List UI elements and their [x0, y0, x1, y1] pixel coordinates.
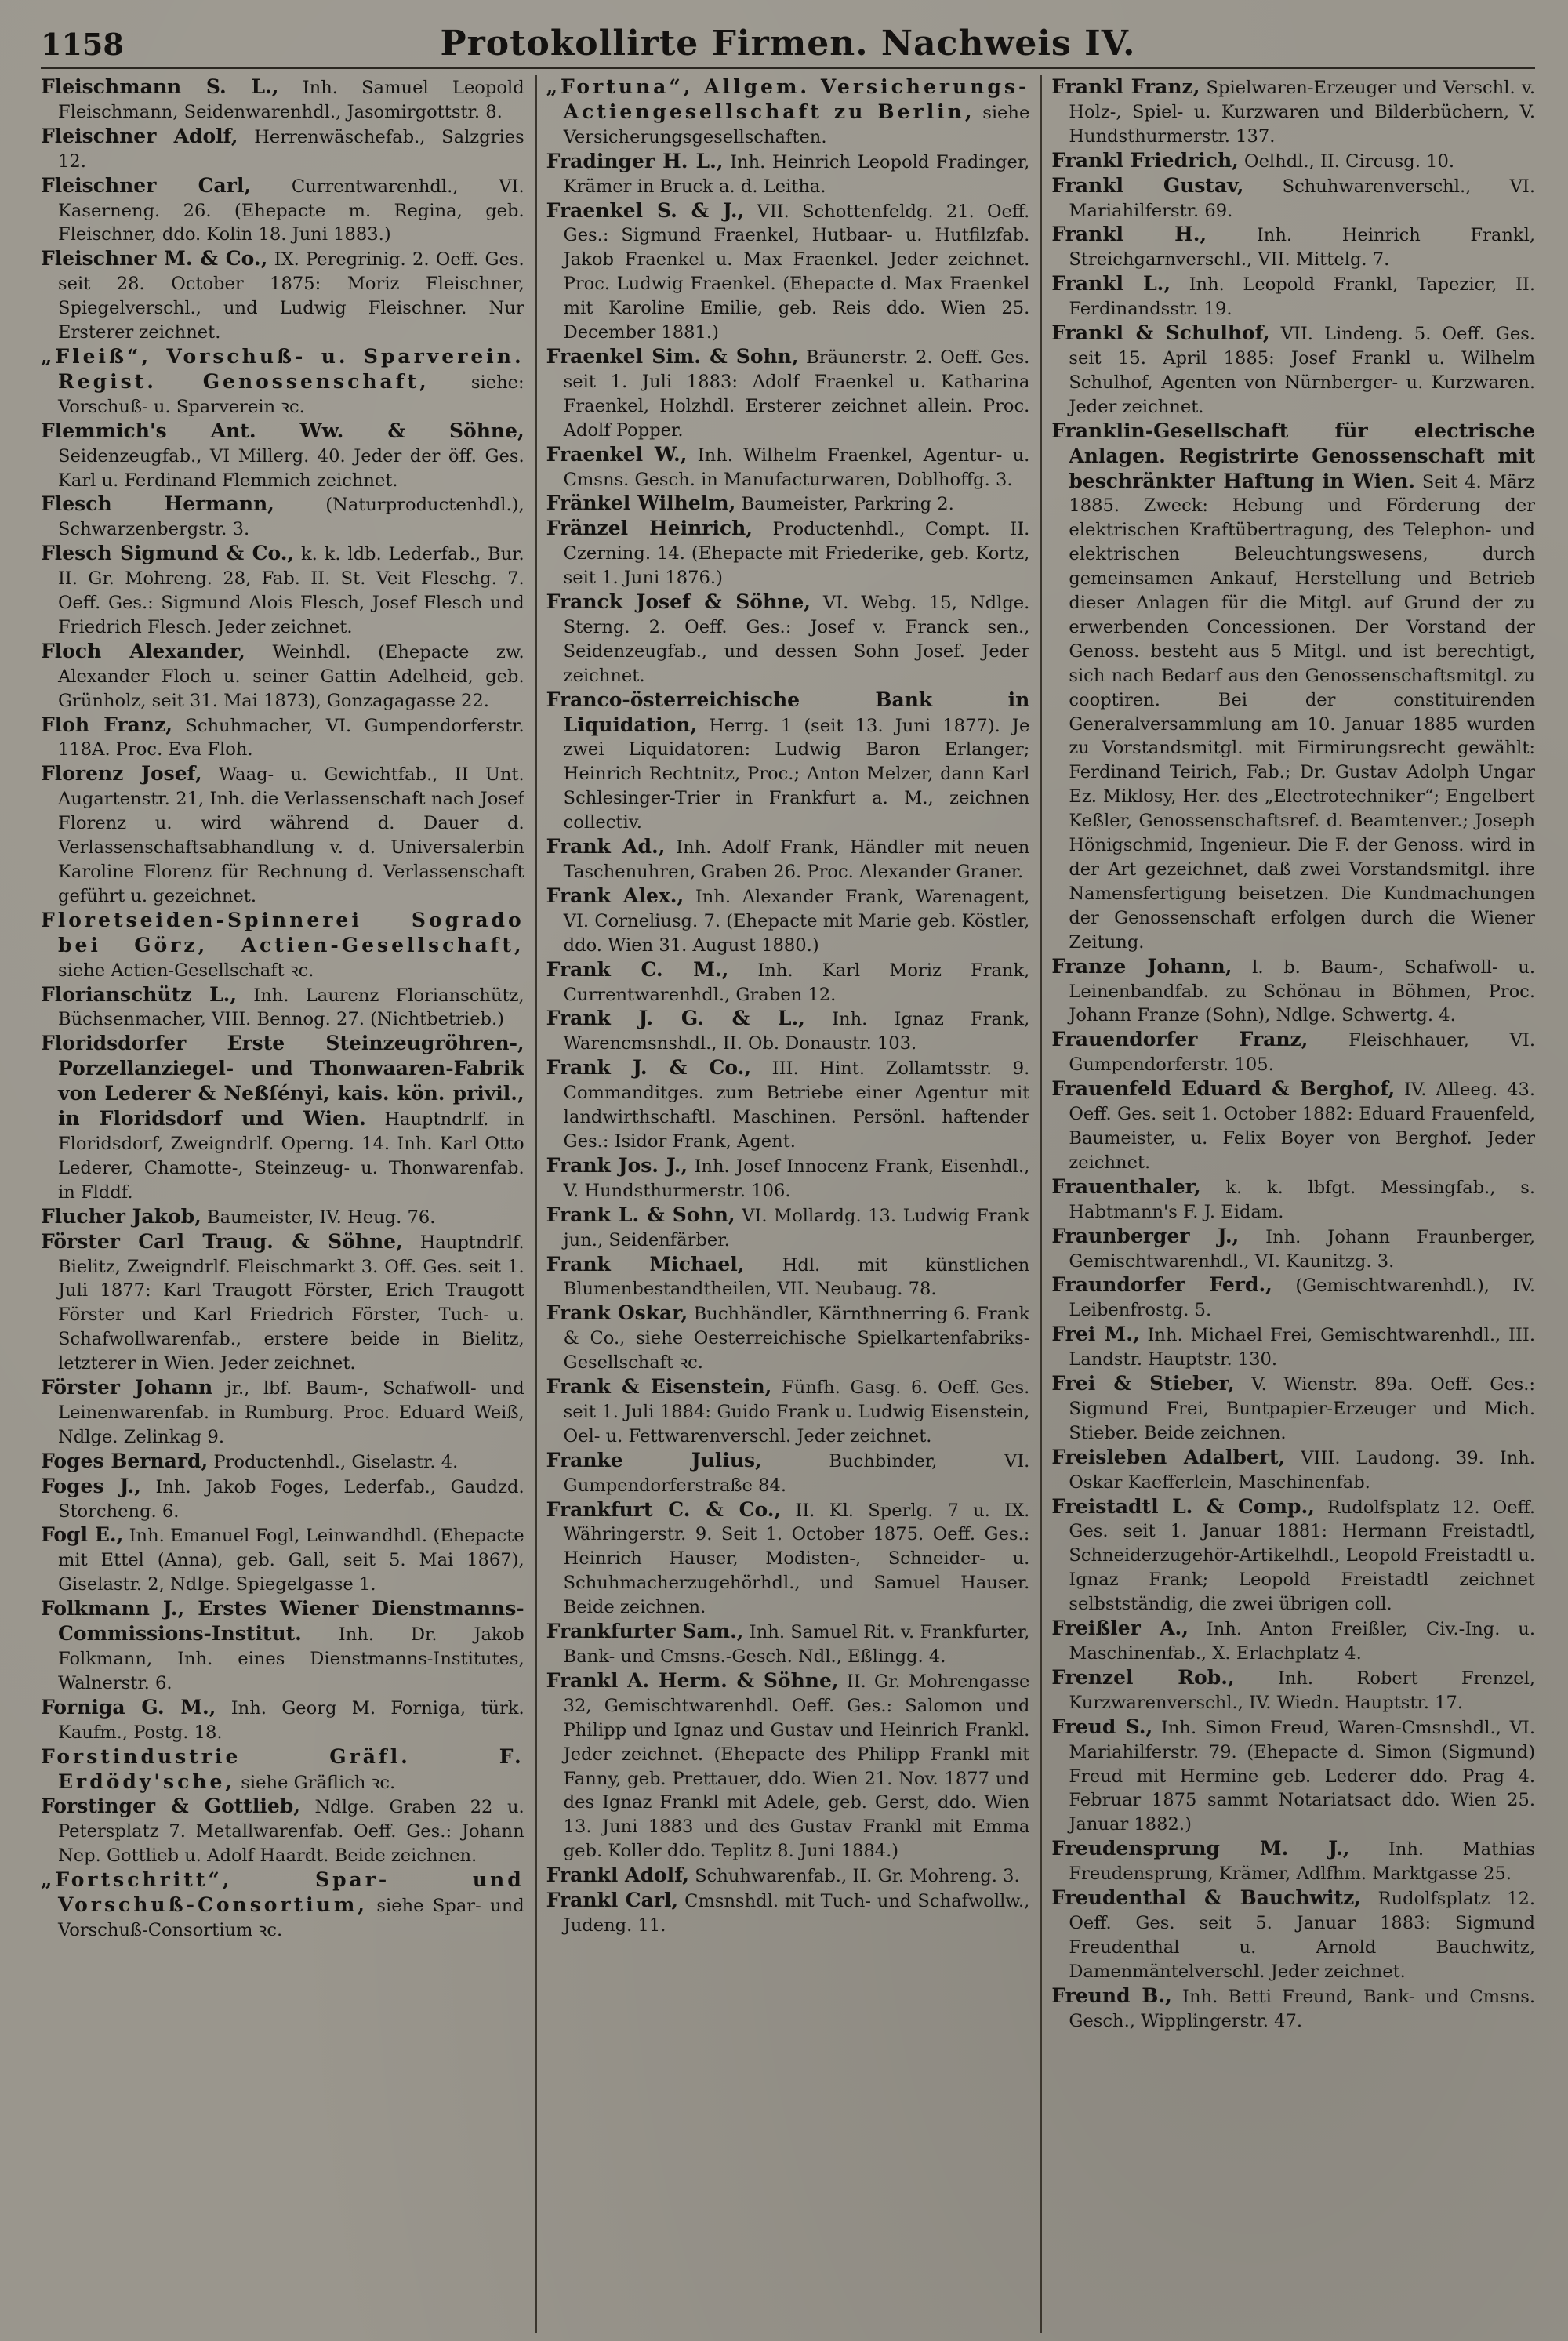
entry-details: Herrenwäschefab., Salzgries 12. — [58, 126, 524, 172]
entry-details: Inh. Alexander Frank, Warenagent, VI. Corneliusg. 7. (Ehepacte mit Marie geb. Köstler, ddo. Wien 31. August 1880.) — [563, 886, 1030, 956]
entry-details: siehe Versicherungsgesellschaften. — [563, 102, 1030, 147]
firm-name: Fraundorfer Ferd., — [1051, 1273, 1272, 1297]
directory-entry — [546, 590, 1030, 688]
entry-details: Buchhändler, Kärnthnerring 6. Frank & Co., siehe Oesterreichische Spielkartenfabriks-Gesellschaft ꝛc. — [563, 1304, 1030, 1374]
directory-entry — [1051, 955, 1535, 1029]
firm-name: Folkmann J., Erstes Wiener Dienstmanns-Commissions-Institut. — [41, 1597, 524, 1646]
entry-details: siehe Gräflich ꝛc. — [235, 1772, 396, 1793]
firm-name: Frank J. & Co., — [546, 1056, 752, 1080]
directory-entry — [1051, 149, 1535, 174]
directory-entry — [546, 1056, 1030, 1154]
directory-entry — [546, 1889, 1030, 1938]
firm-name: Franze Johann, — [1051, 954, 1232, 978]
firm-name: Frankl Gustav, — [1051, 173, 1244, 197]
directory-entry — [546, 1301, 1030, 1375]
directory-entry — [41, 1450, 524, 1475]
firm-name: Fleischner Adolf, — [41, 124, 238, 147]
entry-details: Inh. Dr. Jakob Folkmann, Inh. eines Dienstmanns-Institutes, Walnerstr. 6. — [58, 1624, 524, 1693]
entry-details: Inh. Mathias Freudensprung, Krämer, Adlfhm. Marktgasse 25. — [1069, 1839, 1536, 1885]
firm-name: Frank & Eisenstein, — [546, 1375, 772, 1399]
directory-entry — [41, 75, 524, 125]
directory-entry — [546, 443, 1030, 492]
directory-entry — [41, 419, 524, 493]
firm-name: Frank C. M., — [546, 957, 729, 981]
firm-name: Floch Alexander, — [41, 639, 245, 662]
entry-details: Inh. Emanuel Fogl, Leinwandhdl. (Ehepacte mit Ettel (Anna), geb. Gall, seit 5. Mai 1867), Giselastr. 2, Ndlge. Spiegelgasse 1. — [58, 1526, 524, 1595]
entry-details: (Naturproductenhdl.), Schwarzenbergstr. 3. — [58, 495, 524, 540]
firm-name: Frankl H., — [1051, 223, 1207, 246]
directory-entry — [1051, 1617, 1535, 1666]
entry-details: Fleischhauer, VI. Gumpendorferstr. 105. — [1069, 1030, 1536, 1076]
entry-details: Seit 4. März 1885. Zweck: Hebung und Förderung der elektrischen Kraftübertragung, des Telephon- und elektrischen Beleuchtungswesens, durch gemeinsamen Ankauf, Herstellung und Betrieb dieser Anlagen für die Mitgl. auf Grund der zu erwerbenden Concessionen. Der Vorstand der Genoss. besteht aus 5 Mitgl. und ist berechtigt, sich nach Bedarf aus den Genossenschaftsmitgl. zu cooptiren. Bei der constituirenden Generalversammlung am 10. Januar 1885 wurden zu Vorstandsmitgl. mit Firmirungsrecht gewählt: Ferdinand Teirich, Fab.; Dr. Gustav Adolph Ungar Ez. Miklosy, Her. des „Electrotechniker“; Engelbert Keßler, Genossenschaftsref. d. Beamtenver.; Joseph Hönigschmid, Ingenieur. Die F. der Genoss. wird in der Art gezeichnet, daß zwei Vorstandsmitgl. ihre Namensfertigung beisetzen. Die Kundmachungen der Genossenschaft erfolgen durch die Wiener Zeitung. — [1069, 471, 1536, 953]
firm-name: Flemmich's Ant. Ww. & Söhne, — [41, 419, 524, 442]
entry-details: Buchbinder, VI. Gumpendorferstraße 84. — [563, 1450, 1030, 1496]
firm-name: Franklin-Gesellschaft für electrische Anlagen. Registrirte Genossenschaft mit beschränkter Haftung in Wien. — [1051, 419, 1536, 492]
entry-details: IX. Peregrinig. 2. Oeff. Ges. seit 28. October 1875: Moriz Fleischner, Spiegelverschl., und Ludwig Fleischner. Nur Ersterer zeichnet. — [58, 249, 524, 343]
firm-name: Freud S., — [1051, 1715, 1153, 1738]
directory-entry — [546, 517, 1030, 590]
firm-name: Fraunberger J., — [1051, 1224, 1240, 1247]
entry-details: Rudolfsplatz 12. Oeff. Ges. seit 5. Januar 1883: Sigmund Freudenthal u. Arnold Bauchwitz, Damenmäntelverschl. Jeder zeichnet. — [1069, 1889, 1536, 1982]
directory-entry — [546, 345, 1030, 443]
firm-name: Fränkel Wilhelm, — [546, 492, 736, 515]
entry-details: Inh. Simon Freud, Waren-Cmsnshdl., VI. Mariahilferstr. 79. (Ehepacte d. Simon (Sigmund) Freud mit Hermine geb. Lederer ddo. Prag 4. Februar 1875 sammt Notariatsact ddo. Wien 25. Januar 1882.) — [1069, 1717, 1536, 1835]
directory-entry — [546, 75, 1030, 150]
page-number: 1158 — [41, 27, 124, 62]
firm-name: Franck Josef & Söhne, — [546, 590, 811, 614]
directory-entry — [1051, 419, 1535, 955]
entry-details: Herrg. 1 (seit 13. Juni 1877). Je zwei Liquidatoren: Ludwig Baron Erlanger; Heinrich Rechtnitz, Proc.; Anton Melzer, dann Karl Schlesinger-Trier in Frankfurt a. M., zeichnen collectiv. — [563, 715, 1030, 833]
directory-entry — [1051, 1175, 1535, 1225]
directory-entry — [41, 1475, 524, 1524]
directory-entry — [1051, 1984, 1535, 2034]
entry-details: jr., lbf. Baum-, Schafwoll- und Leinenwarenfab. in Rumburg. Proc. Eduard Weiß, Ndlge. Zelinkag 9. — [58, 1378, 524, 1447]
directory-entry — [546, 492, 1030, 517]
directory-entry — [41, 762, 524, 908]
firm-name: Fränzel Heinrich, — [546, 517, 753, 540]
firm-name: Fleischmann S. L., — [41, 75, 279, 98]
directory-entry — [41, 345, 524, 419]
firm-name: Frankl & Schulhof, — [1051, 321, 1270, 345]
directory-entry — [546, 835, 1030, 884]
directory-entry — [41, 1745, 524, 1795]
text-columns — [41, 75, 1535, 2333]
directory-entry — [1051, 1225, 1535, 1274]
firm-name: Freudensprung M. J., — [1051, 1837, 1350, 1860]
firm-name: Frank Oskar, — [546, 1301, 688, 1325]
directory-entry — [1051, 321, 1535, 419]
firm-name: Forstinger & Gottlieb, — [41, 1795, 300, 1818]
firm-name: Florenz Josef, — [41, 762, 202, 786]
directory-entry — [546, 1620, 1030, 1669]
firm-name: Forniga G. M., — [41, 1695, 216, 1719]
entry-details: siehe Spar- und Vorschuß-Consortium ꝛc. — [58, 1896, 524, 1940]
firm-name: Frank Alex., — [546, 884, 684, 907]
firm-name: Frankfurter Sam., — [546, 1620, 744, 1643]
entry-details: Schuhwarenfab., II. Gr. Mohreng. 3. — [689, 1866, 1020, 1887]
entry-details: Inh. Samuel Rit. v. Frankfurter, Bank- und Cmsns.-Gesch. Ndl., Eßlingg. 4. — [563, 1622, 1030, 1667]
firm-name: Foges J., — [41, 1474, 141, 1497]
directory-entry — [1051, 223, 1535, 272]
directory-entry — [41, 125, 524, 174]
entry-details: (Gemischtwarenhdl.), IV. Leibenfrostg. 5. — [1069, 1276, 1535, 1321]
entry-details: Oelhdl., II. Circusg. 10. — [1238, 151, 1455, 172]
directory-entry — [41, 1230, 524, 1376]
directory-entry — [41, 909, 524, 983]
entry-details: Seidenzeugfab., VI Millerg. 40. Jeder der öff. Ges. Karl u. Ferdinand Flemmich zeichnet. — [58, 445, 524, 491]
directory-entry — [1051, 1077, 1535, 1175]
firm-name: Frank Michael, — [546, 1252, 745, 1276]
firm-name: Frauendorfer Franz, — [1051, 1028, 1308, 1051]
firm-name: Frankl Adolf, — [546, 1864, 690, 1887]
entry-details: l. b. Baum-, Schafwoll- u. Leinenbandfab. zu Schönau in Böhmen, Proc. Johann Franze (Sohn), Ndlge. Schwertg. 4. — [1069, 956, 1536, 1026]
directory-entry — [41, 713, 524, 763]
entry-details: Productenhdl., Compt. II. Czerning. 14. (Ehepacte mit Friederike, geb. Kortz, seit 1. Juni 1876.) — [563, 519, 1030, 589]
page-header — [41, 24, 1535, 69]
entry-details: Baumeister, IV. Heug. 76. — [201, 1207, 436, 1228]
entry-details: k. k. ldb. Lederfab., Bur. II. Gr. Mohreng. 28, Fab. II. St. Veit Fleschg. 7. Oeff. Ges.: Sigmund Alois Flesch, Josef Flesch und Friedrich Flesch. Jeder zeichnet. — [58, 544, 524, 637]
directory-entry — [546, 1203, 1030, 1253]
firm-name: Frank L. & Sohn, — [546, 1203, 735, 1226]
entry-details: Currentwarenhdl., VI. Kaserneng. 26. (Ehepacte m. Regina, geb. Fleischner, ddo. Kolin 18. Juni 1883.) — [58, 176, 524, 245]
firm-name: Fleischner Carl, — [41, 173, 252, 197]
entry-details: k. k. lbfgt. Messingfab., s. Habtmann's F. J. Eidam. — [1069, 1177, 1536, 1222]
directory-entry — [546, 150, 1030, 199]
directory-entry — [1051, 1495, 1535, 1617]
firm-name: Fraenkel W., — [546, 442, 688, 466]
entry-details: VI. Webg. 15, Ndlge. Sterng. 2. Oeff. Ges.: Josef v. Franck sen., Seidenzeugfab., und dessen Sohn Josef. Jeder zeichnet. — [563, 593, 1030, 686]
entry-details: Schuhwarenverschl., VI. Mariahilferstr. 69. — [1069, 176, 1536, 221]
firm-name: Freistadtl L. & Comp., — [1051, 1494, 1315, 1518]
directory-entry — [41, 640, 524, 713]
firm-name: Fraenkel Sim. & Sohn, — [546, 344, 799, 368]
directory-entry — [546, 1449, 1030, 1498]
firm-name: Freißler A., — [1051, 1617, 1189, 1640]
entry-details: Inh. Georg M. Forniga, türk. Kaufm., Postg. 18. — [58, 1697, 524, 1743]
entry-details: Inh. Betti Freund, Bank- und Cmsns. Gesch., Wipplingerstr. 47. — [1069, 1986, 1536, 2031]
firm-name: Franco-österreichische Bank in Liquidation, — [546, 688, 1030, 736]
directory-entry — [41, 983, 524, 1033]
entry-details: Rudolfsplatz 12. Oeff. Ges. seit 1. Januar 1881: Hermann Freistadtl, Schneiderzugehör-Artikelhdl., Leopold Freistadtl u. Ignaz Frank; Leopold Freistadtl zeichnet selbstständig, die zwei übrigen coll. — [1069, 1497, 1536, 1615]
entry-details: Hdl. mit künstlichen Blumenbestandtheilen, VII. Neubaug. 78. — [563, 1254, 1030, 1300]
firm-name: Frenzel Rob., — [1051, 1665, 1235, 1689]
firm-name: „Fortuna“, Allgem. Versicherungs-Actiengesellschaft zu Berlin, — [546, 75, 1030, 123]
firm-name: Forstindustrie Gräfl. F. Erdödy'sche, — [41, 1744, 524, 1793]
directory-entry — [41, 542, 524, 640]
directory-entry — [546, 1007, 1030, 1056]
firm-name: Fraenkel S. & J., — [546, 198, 745, 222]
firm-name: „Fleiß“, Vorschuß- u. Sparverein. Regist. Genossenschaft, — [41, 344, 524, 393]
entry-details: Waag- u. Gewichtfab., II Unt. Augartenstr. 21, Inh. die Verlassenschaft nach Josef Florenz u. wird während d. Dauer d. Verlassenschaftsabhandlung v. d. Universalerbin Karoline Florenz für Rechnung d. Verlassenschaft geführt u. gezeichnet. — [58, 764, 524, 906]
entry-details: Cmsnshdl. mit Tuch- und Schafwollw., Judeng. 11. — [563, 1891, 1030, 1936]
entry-details: Bräunerstr. 2. Oeff. Ges. seit 1. Juli 1883: Adolf Fraenkel u. Katharina Fraenkel, Holzhdl. Ersterer zeichnet allein. Proc. Adolf Popper. — [563, 347, 1030, 441]
firm-name: Förster Johann — [41, 1376, 213, 1399]
entry-details: IV. Alleeg. 43. Oeff. Ges. seit 1. October 1882: Eduard Frauenfeld, Baumeister, u. Felix Boyer von Berghof. Jeder zeichnet. — [1069, 1080, 1536, 1173]
directory-entry — [546, 1154, 1030, 1203]
firm-name: Freisleben Adalbert, — [1051, 1445, 1286, 1468]
entry-details: V. Wienstr. 89a. Oeff. Ges.: Sigmund Frei, Buntpapier-Erzeuger und Mich. Stieber. Beide zeichnen. — [1069, 1374, 1536, 1443]
firm-name: Frank Jos. J., — [546, 1153, 688, 1177]
directory-entry — [1051, 1886, 1535, 1984]
firm-name: Floh Franz, — [41, 713, 172, 736]
entry-details: Inh. Heinrich Frankl, Streichgarnverschl., VII. Mittelg. 7. — [1069, 225, 1536, 270]
entry-details: Inh. Wilhelm Fraenkel, Agentur- u. Cmsns. Gesch. in Manufacturwaren, Doblhoffg. 3. — [563, 445, 1030, 490]
entry-details: Inh. Michael Frei, Gemischtwarenhdl., III. Landstr. Hauptstr. 130. — [1069, 1325, 1536, 1370]
directory-entry — [41, 492, 524, 542]
firm-name: Floretseiden-Spinnerei Sogrado bei Görz, Actien-Gesellschaft, — [41, 908, 524, 956]
firm-name: Florianschütz L., — [41, 982, 238, 1006]
column-right — [1040, 75, 1535, 2333]
entry-details: siehe Actien-Gesellschaft ꝛc. — [58, 960, 314, 981]
directory-entry — [1051, 1837, 1535, 1886]
directory-entry — [546, 958, 1030, 1007]
firm-name: Förster Carl Traug. & Söhne, — [41, 1229, 403, 1253]
firm-name: Flucher Jakob, — [41, 1204, 201, 1228]
page-title: Protokollirte Firmen. Nachweis IV. — [440, 24, 1136, 64]
directory-entry — [546, 1253, 1030, 1302]
firm-name: Frankfurt C. & Co., — [546, 1497, 782, 1521]
directory-entry — [546, 199, 1030, 345]
entry-details: VII. Lindeng. 5. Oeff. Ges. seit 15. April 1885: Josef Frankl u. Wilhelm Schulhof, Agenten von Nürnberger- u. Kurzwaren. Jeder zeichnet. — [1069, 324, 1536, 417]
entry-details: VIII. Laudong. 39. Inh. Oskar Kaefferlein, Maschinenfab. — [1069, 1447, 1536, 1493]
firm-name: Frankl Friedrich, — [1051, 148, 1239, 172]
entry-details: Spielwaren-Erzeuger und Verschl. v. Holz-, Spiel- u. Kurzwaren und Bilderbüchern, V. Hundsthurmerstr. 137. — [1069, 78, 1536, 147]
firm-name: „Fortschritt“, Spar- und Vorschuß-Consortium, — [41, 1868, 524, 1917]
entry-details: Inh. Josef Innocenz Frank, Eisenhdl., V. Hundsthurmerstr. 106. — [563, 1156, 1030, 1201]
directory-entry — [41, 174, 524, 248]
entry-details: Inh. Leopold Frankl, Tapezier, II. Ferdinandsstr. 19. — [1069, 274, 1536, 320]
entry-details: Productenhdl., Giselastr. 4. — [208, 1451, 459, 1472]
entry-details: Inh. Adolf Frank, Händler mit neuen Taschenuhren, Graben 26. Proc. Alexander Graner. — [563, 837, 1030, 882]
entry-details: Hauptndrlf. Bielitz, Zweigndrlf. Fleischmarkt 3. Off. Ges. seit 1. Juli 1877: Karl Traugott Förster, Erich Traugott Förster und Karl Friedrich Förster, Tuch- u. Schafwollwarenfab., erstere beide in Bielitz, letzterer in Wien. Jeder zeichnet. — [58, 1232, 524, 1374]
column-left — [41, 75, 524, 2333]
directory-entry — [41, 1696, 524, 1745]
firm-name: Frauenfeld Eduard & Berghof, — [1051, 1077, 1396, 1101]
directory-entry — [546, 1669, 1030, 1864]
firm-name: Freund B., — [1051, 1983, 1172, 2007]
directory-entry — [41, 1795, 524, 1868]
directory-entry — [41, 247, 524, 345]
firm-name: Franke Julius, — [546, 1448, 762, 1472]
entry-details: Inh. Laurenz Florianschütz, Büchsenmacher, VIII. Bennog. 27. (Nichtbetrieb.) — [58, 985, 524, 1030]
firm-name: Fleischner M. & Co., — [41, 247, 268, 270]
entry-details: Hauptndrlf. in Floridsdorf, Zweigndrlf. Operng. 14. Inh. Karl Otto Lederer, Chamotte-, Steinzeug- u. Thonwarenfab. in Flddf. — [58, 1109, 524, 1203]
directory-entry — [1051, 174, 1535, 223]
firm-name: Frankl Carl, — [546, 1889, 679, 1912]
column-middle — [535, 75, 1030, 2333]
directory-entry — [41, 1205, 524, 1230]
entry-details: Inh. Heinrich Leopold Fradinger, Krämer in Bruck a. d. Leitha. — [563, 151, 1030, 197]
directory-entry — [1051, 1028, 1535, 1077]
entry-details: Inh. Johann Fraunberger, Gemischtwarenhdl., VI. Kaunitzg. 3. — [1069, 1226, 1536, 1272]
directory-entry — [546, 884, 1030, 958]
directory-entry — [41, 1523, 524, 1597]
firm-name: Flesch Hermann, — [41, 492, 274, 516]
entry-details: Weinhdl. (Ehepacte zw. Alexander Floch u. seiner Gattin Adelheid, geb. Grünholz, seit 31. Mai 1873), Gonzagagasse 22. — [58, 641, 524, 711]
firm-name: Freudenthal & Bauchwitz, — [1051, 1886, 1361, 1910]
entry-details: siehe: Vorschuß- u. Sparverein ꝛc. — [58, 372, 524, 417]
directory-entry — [546, 688, 1030, 835]
directory-entry — [1051, 1372, 1535, 1446]
entry-details: Ndlge. Graben 22 u. Petersplatz 7. Metallwarenfab. Oeff. Ges.: Johann Nep. Gottlieb u. Adolf Haardt. Beide zeichnen. — [58, 1797, 524, 1867]
directory-entry — [41, 1597, 524, 1696]
entry-details: III. Hint. Zollamtsstr. 9. Commanditges. zum Betriebe einer Agentur mit landwirthschaftl. Maschinen. Persönl. haftender Ges.: Isidor Frank, Agent. — [563, 1058, 1030, 1152]
firm-name: Frankl Franz, — [1051, 75, 1200, 98]
firm-name: Fogl E., — [41, 1523, 124, 1547]
firm-name: Frank Ad., — [546, 835, 666, 858]
directory-entry — [546, 1375, 1030, 1449]
directory-entry — [41, 1376, 524, 1450]
firm-name: Frauenthaler, — [1051, 1174, 1201, 1198]
firm-name: Frei & Stieber, — [1051, 1372, 1235, 1396]
directory-entry — [546, 1864, 1030, 1889]
entry-details: II. Kl. Sperlg. 7 u. IX. Währingerstr. 9. Seit 1. October 1875. Oeff. Ges.: Heinrich Hauser, Modisten-, Schneider- u. Schuhmacherzugehörhdl., und Samuel Hauser. Beide zeichnen. — [563, 1500, 1030, 1618]
directory-entry — [1051, 1446, 1535, 1495]
directory-entry — [1051, 1273, 1535, 1323]
entry-details: Inh. Robert Frenzel, Kurzwarenverschl., IV. Wiedn. Hauptstr. 17. — [1069, 1668, 1536, 1713]
firm-name: Flesch Sigmund & Co., — [41, 542, 295, 565]
entry-details: Baumeister, Parkring 2. — [735, 494, 954, 515]
entry-details: Inh. Samuel Leopold Fleischmann, Seidenwarenhdl., Jasomirgottstr. 8. — [58, 78, 524, 122]
firm-name: Frank J. G. & L., — [546, 1007, 805, 1030]
directory-entry — [41, 1868, 524, 1943]
entry-details: Inh. Ignaz Frank, Warencmsnshdl., II. Ob. Donaustr. 103. — [563, 1009, 1030, 1054]
entry-details: II. Gr. Mohrengasse 32, Gemischtwarenhdl. Oeff. Ges.: Salomon und Philipp und Ignaz und Gustav und Heinrich Frankl. Jeder zeichnet. (Ehepacte des Philipp Frankl mit Fanny, geb. Prettauer, ddo. Wien 21. Nov. 1877 und des Ignaz Frankl mit Adele, geb. Gerst, ddo. Wien 13. Juni 1883 und des Gustav Frankl mit Emma geb. Koller ddo. Teplitz 8. Juni 1884.) — [563, 1671, 1030, 1862]
firm-name: Frankl L., — [1051, 272, 1171, 296]
entry-details: Inh. Jakob Foges, Lederfab., Gaudzd. Storcheng. 6. — [58, 1476, 524, 1522]
entry-details: Inh. Anton Freißler, Civ.-Ing. u. Maschinenfab., X. Erlachplatz 4. — [1069, 1619, 1536, 1664]
directory-entry — [1051, 75, 1535, 149]
directory-entry — [1051, 272, 1535, 321]
entry-details: VI. Mollardg. 13. Ludwig Frank jun., Seidenfärber. — [563, 1205, 1030, 1250]
firm-name: Frei M., — [1051, 1323, 1140, 1346]
directory-entry — [1051, 1715, 1535, 1838]
firm-name: Fradinger H. L., — [546, 149, 724, 172]
firm-name: Frankl A. Herm. & Söhne, — [546, 1668, 839, 1692]
directory-entry — [1051, 1323, 1535, 1372]
directory-entry — [546, 1498, 1030, 1621]
entry-details: VII. Schottenfeldg. 21. Oeff. Ges.: Sigmund Fraenkel, Hutbaar- u. Hutfilzfab. Jakob Fraenkel u. Max Fraenkel. Jeder zeichnet. Proc. Ludwig Fraenkel. (Ehepacte d. Max Fraenkel mit Karoline Emilie, geb. Reis ddo. Wien 25. December 1881.) — [563, 201, 1030, 343]
entry-details: Fünfh. Gasg. 6. Oeff. Ges. seit 1. Juli 1884: Guido Frank u. Ludwig Eisenstein, Oel- u. Fettwarenverschl. Jeder zeichnet. — [563, 1377, 1030, 1446]
firm-name: Floridsdorfer Erste Steinzeugröhren-, Porzellanziegel- und Thonwaaren-Fabrik von Lederer & Neßſényi, kais. kön. privil., in Floridsdorf und Wien. — [41, 1032, 524, 1131]
firm-name: Foges Bernard, — [41, 1449, 209, 1472]
entry-details: Schuhmacher, VI. Gumpendorferstr. 118A. Proc. Eva Floh. — [58, 715, 524, 760]
entry-details: Inh. Karl Moriz Frank, Currentwarenhdl., Graben 12. — [563, 960, 1030, 1005]
directory-entry — [1051, 1666, 1535, 1715]
directory-entry — [41, 1032, 524, 1204]
